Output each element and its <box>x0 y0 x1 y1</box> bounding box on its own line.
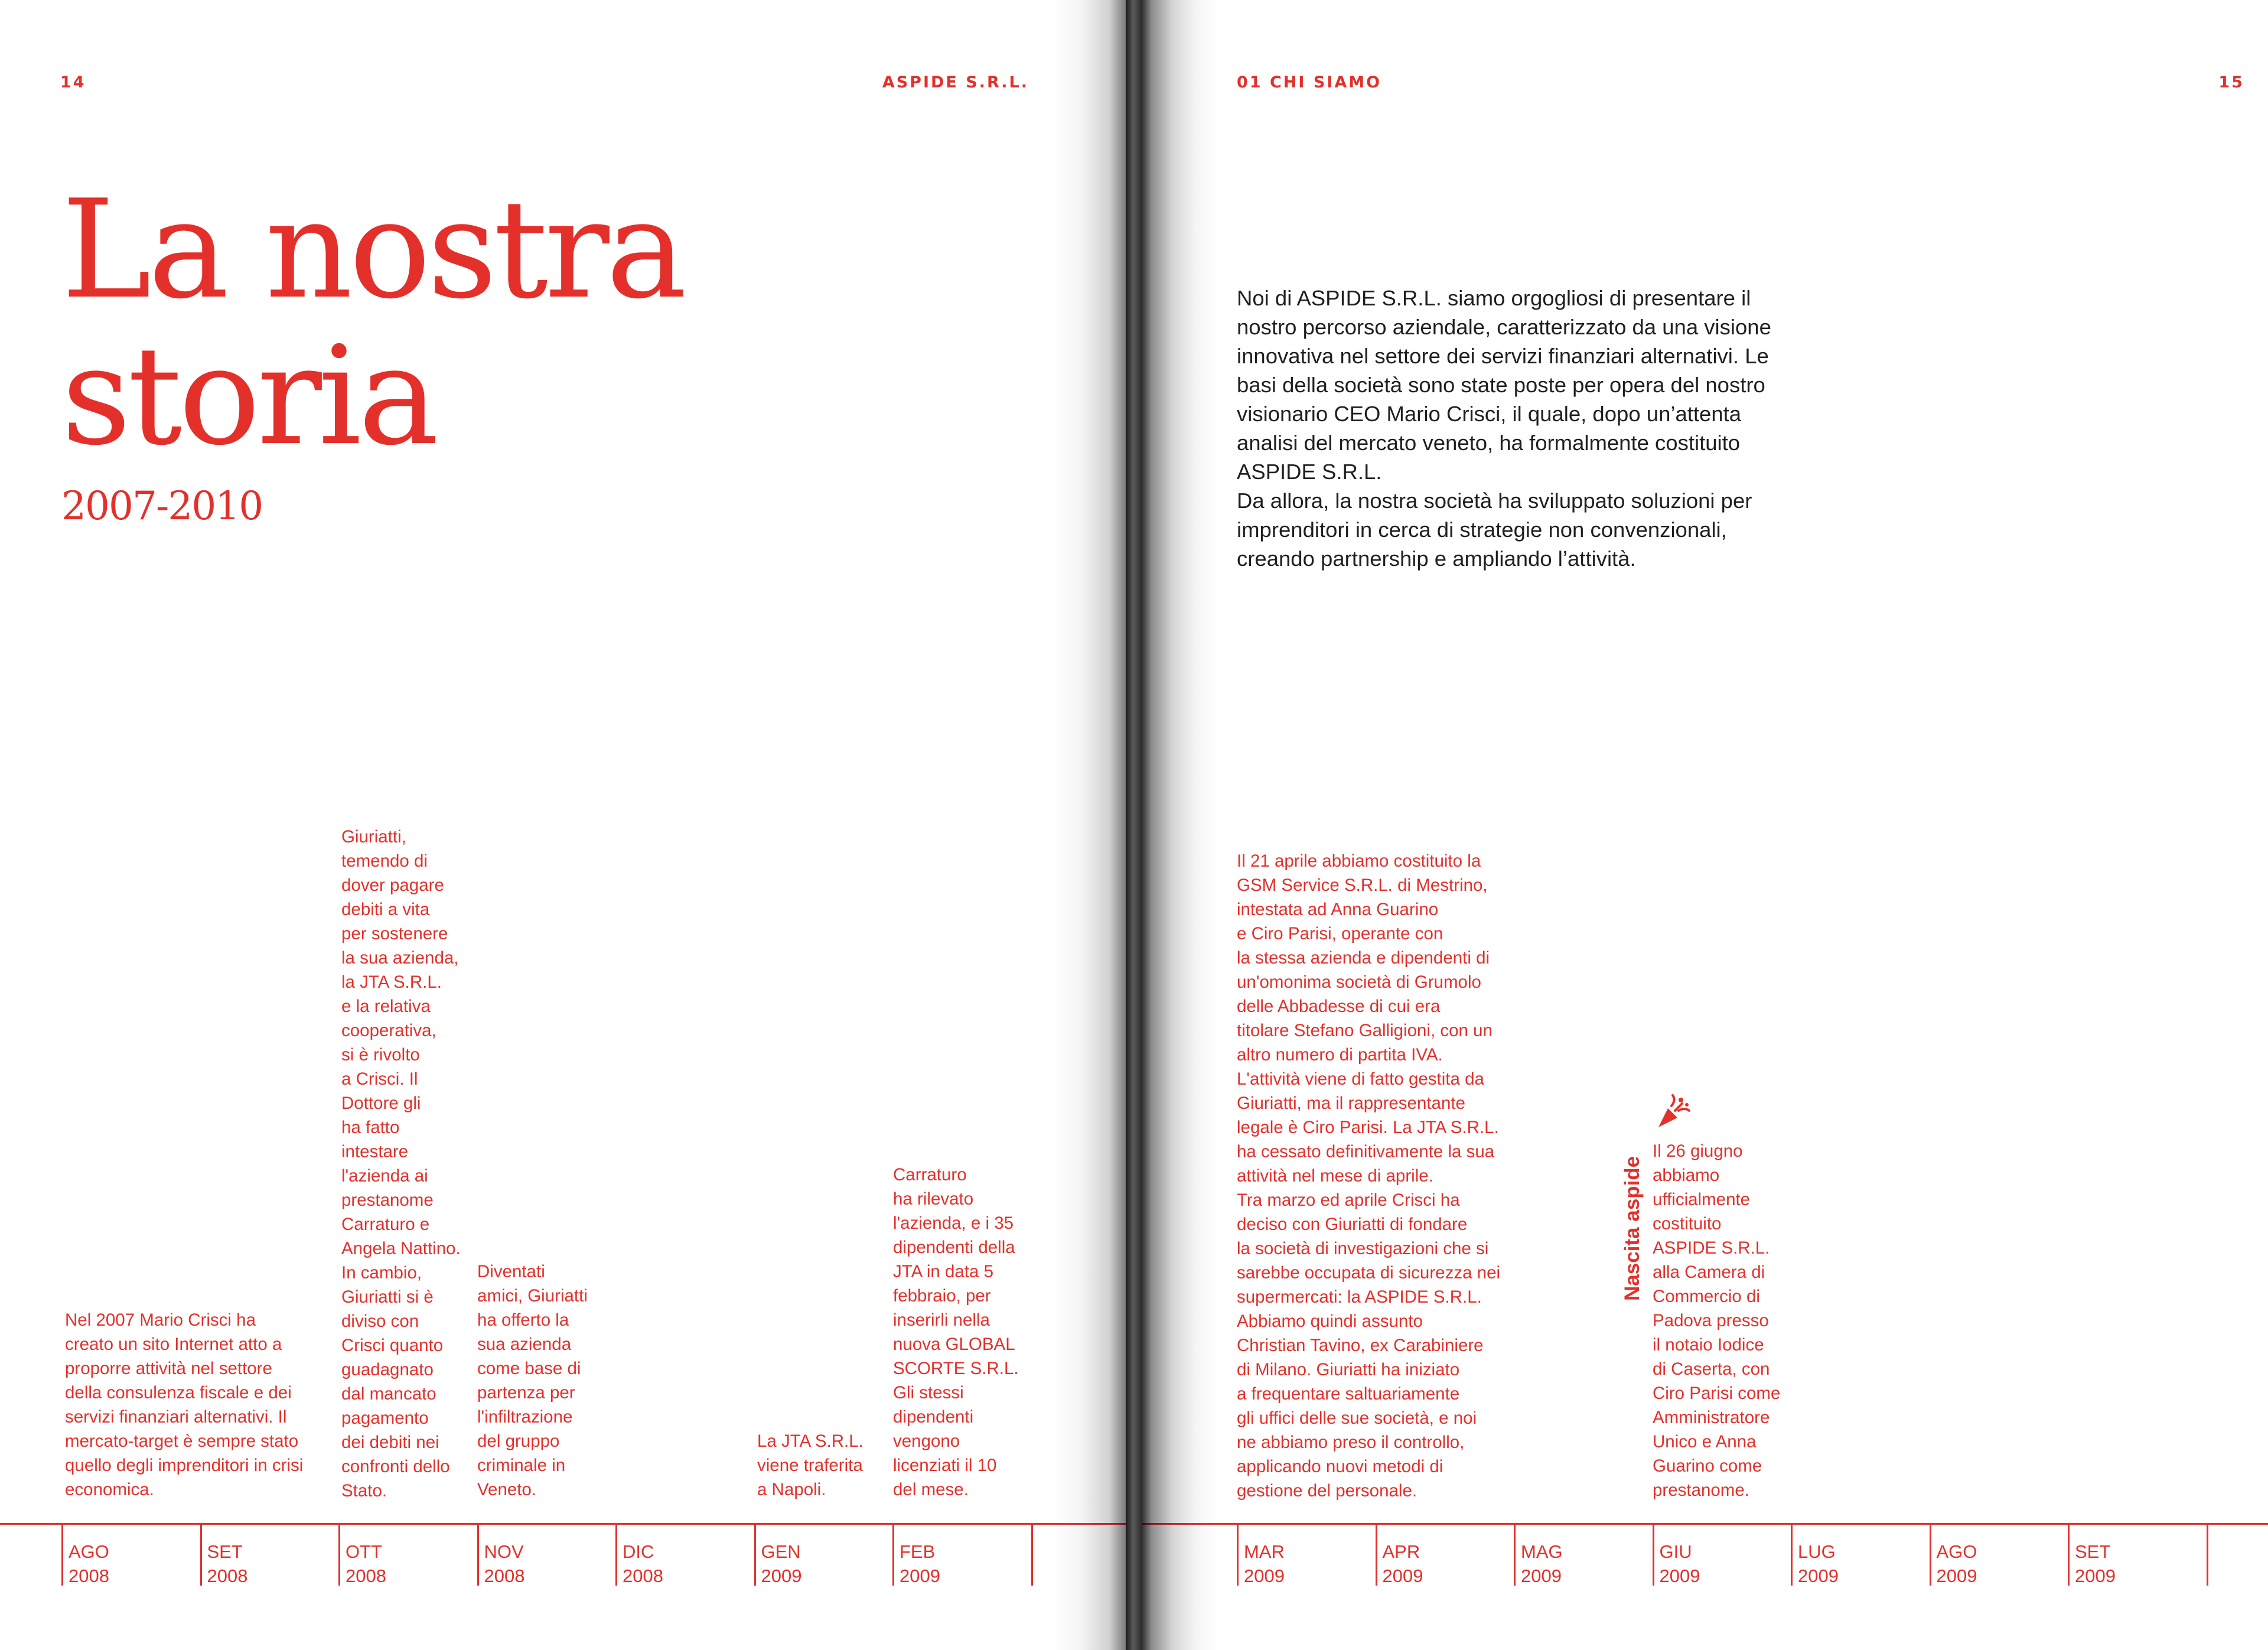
timeline-month: LUG <box>1798 1541 1836 1562</box>
timeline-year: 2009 <box>1244 1566 1285 1586</box>
timeline-year: 2009 <box>1521 1566 1562 1586</box>
event-gen-2009: La JTA S.R.L. viene traferita a Napoli. <box>757 1431 863 1499</box>
timeline-tick <box>615 1523 617 1586</box>
timeline-tick <box>2207 1523 2208 1586</box>
party-popper-icon <box>1655 1093 1693 1131</box>
timeline-year: 2008 <box>484 1566 525 1586</box>
timeline-month-label <box>1383 1540 1423 1588</box>
timeline-month: MAR <box>1244 1541 1285 1562</box>
event-nov-2008: Diventati amici, Giuriatti ha offerto la sua azienda come base di partenza per l'infiltrazione del gruppo criminale in Veneto. <box>477 1262 588 1499</box>
timeline-year: 2009 <box>2075 1566 2116 1586</box>
timeline-year: 2009 <box>1936 1566 1977 1586</box>
timeline-month-label <box>623 1540 663 1588</box>
timeline-month-label <box>900 1540 940 1588</box>
page-number-right: 15 <box>2218 73 2244 92</box>
timeline-month: APR <box>1382 1541 1420 1562</box>
timeline-month-label <box>207 1540 248 1588</box>
event-giu-2009: Il 26 giugno abbiamo ufficialmente costituito ASPIDE S.R.L. alla Camera di Commercio di Padova presso il notaio Iodice di Caserta, con Ciro Parisi come Amministratore Unico e Anna Guarino come prestanome. <box>1653 1141 1781 1500</box>
timeline-axis-left <box>0 1523 1133 1525</box>
timeline-month-label <box>2075 1540 2116 1588</box>
year-range-subtitle: 2007-2010 <box>61 483 263 529</box>
timeline-month-label <box>1660 1540 1700 1588</box>
timeline-tick <box>200 1523 202 1586</box>
gutter-shadow-right <box>1142 0 1219 1650</box>
timeline-tick <box>1376 1523 1377 1586</box>
timeline-year: 2008 <box>69 1566 109 1586</box>
timeline-tick <box>338 1523 340 1586</box>
timeline-tick <box>1514 1523 1516 1586</box>
timeline-month: GIU <box>1659 1541 1692 1562</box>
page-title <box>61 171 684 476</box>
timeline-tick <box>1237 1523 1239 1586</box>
running-header-left: ASPIDE S.R.L. <box>882 73 1029 92</box>
timeline-axis-right <box>1135 1523 2268 1525</box>
timeline-year: 2009 <box>1382 1566 1423 1586</box>
timeline-year: 2008 <box>623 1566 663 1586</box>
timeline-month-label <box>69 1540 109 1588</box>
timeline-year: 2008 <box>346 1566 386 1586</box>
timeline-tick <box>1653 1523 1654 1586</box>
timeline-month-label <box>1798 1540 1839 1588</box>
timeline-month-label <box>1937 1540 1977 1588</box>
timeline-month-label <box>346 1540 386 1588</box>
timeline-tick <box>477 1523 479 1586</box>
timeline-year: 2009 <box>900 1566 940 1586</box>
timeline-tick <box>1930 1523 1931 1586</box>
title-line-1: La nostra <box>61 171 684 329</box>
book-spine <box>1126 0 1142 1650</box>
running-header-right: 01 CHI SIAMO <box>1237 73 1382 92</box>
gutter-shadow-left <box>1051 0 1134 1650</box>
timeline-month: GEN <box>761 1541 801 1562</box>
timeline-tick <box>61 1523 63 1586</box>
timeline-tick <box>892 1523 894 1586</box>
timeline-tick <box>754 1523 756 1586</box>
timeline-month: AGO <box>69 1541 109 1562</box>
highlight-label-nascita-aspide: Nascita aspide <box>1621 1156 1644 1301</box>
timeline-month: SET <box>2075 1541 2111 1562</box>
intro-paragraph: Noi di ASPIDE S.R.L. siamo orgogliosi di presentare il nostro percorso aziendale, caratterizzato da una visione innovativa nel settore dei servizi finanziari alternativi. Le basi della società sono state poste per opera del nostro visionario CEO Mario Crisci, il quale, dopo un’attenta analisi del mercato veneto, ha formalmente costituito ASPIDE S.R.L. Da allora, la nostra società ha sviluppato soluzioni per imprenditori in cerca di strategie non convenzionali, creando partnership e ampliando l’attività. <box>1237 286 1771 571</box>
timeline-month: NOV <box>484 1541 524 1562</box>
timeline-month: SET <box>207 1541 243 1562</box>
timeline-month-label <box>761 1540 802 1588</box>
timeline-month: DIC <box>623 1541 654 1562</box>
event-ago-2008: Nel 2007 Mario Crisci ha creato un sito Internet atto a proporre attività nel settore della consulenza fiscale e dei servizi finanziari alternativi. Il mercato-target è sempre stato quello degli imprenditori in crisi economica. <box>65 1310 304 1499</box>
timeline-year: 2009 <box>1659 1566 1700 1586</box>
timeline-month-label <box>1521 1540 1563 1588</box>
event-ott-2008: Giuriatti, temendo di dover pagare debiti a vita per sostenere la sua azienda, la JTA S.R.L. e la relativa cooperativa, si è rivolto a Crisci. Il Dottore gli ha fatto intestare l'azienda ai prestanome Carraturo e Angela Nattino. In cambio, Giuriatti si è diviso con Crisci quanto guadagnato dal mancato pagamento dei debiti nei confronti dello Stato. <box>341 827 461 1501</box>
timeline-year: 2009 <box>1798 1566 1839 1586</box>
timeline-month: AGO <box>1936 1541 1977 1562</box>
timeline-month-label <box>1244 1540 1285 1588</box>
right-page <box>1135 0 2268 1650</box>
timeline-month: OTT <box>346 1541 382 1562</box>
timeline-tick <box>1031 1523 1033 1586</box>
timeline-year: 2009 <box>761 1566 802 1586</box>
timeline-month: FEB <box>900 1541 936 1562</box>
page-number-left: 14 <box>60 73 86 92</box>
timeline-year: 2008 <box>207 1566 248 1586</box>
left-page <box>0 0 1133 1650</box>
event-mar-2009: Il 21 aprile abbiamo costituito la GSM Service S.R.L. di Mestrino, intestata ad Anna Guarino e Ciro Parisi, operante con la stessa azienda e dipendenti di un'omonima società di Grumolo delle Abbadesse di cui era titolare Stefano Galligioni, con un altro numero di partita IVA. L'attività viene di fatto gestita da Giuriatti, ma il rappresentante legale è Ciro Parisi. La JTA S.R.L. ha cessato definitivamente la sua attività nel mese di aprile. Tra marzo ed aprile Crisci ha deciso con Giuriatti di fondare la società di investigazioni che si sarebbe occupata di sicurezza nei supermercati: la ASPIDE S.R.L. Abbiamo quindi assunto Christian Tavino, ex Carabiniere di Milano. Giuriatti ha iniziato a frequentare saltuariamente gli uffici delle sue società, e noi ne abbiamo preso il controllo, applicando nuovi metodi di gestione del personale. <box>1237 851 1501 1501</box>
timeline-tick <box>1791 1523 1793 1586</box>
timeline-month: MAG <box>1521 1541 1563 1562</box>
title-line-2: storia <box>61 318 436 476</box>
timeline-tick <box>2068 1523 2070 1586</box>
timeline-month-label <box>484 1540 525 1588</box>
event-feb-2009: Carraturo ha rilevato l'azienda, e i 35 dipendenti della JTA in data 5 febbraio, per inserirli nella nuova GLOBAL SCORTE S.R.L. Gli stessi dipendenti vengono licenziati il 10 del mese. <box>893 1165 1019 1499</box>
